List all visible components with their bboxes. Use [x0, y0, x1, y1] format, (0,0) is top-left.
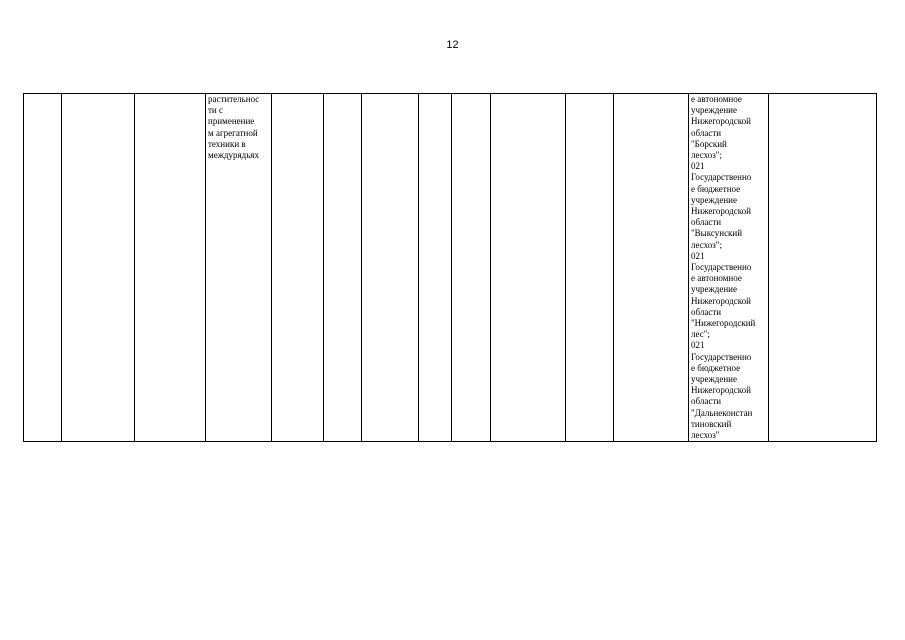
table-cell	[452, 94, 491, 442]
table-cell	[135, 94, 206, 442]
table-cell	[491, 94, 566, 442]
table-cell	[769, 94, 877, 442]
table-cell	[566, 94, 614, 442]
institutions-text: е автономное учреждение Нижегородской области "Борский лесхоз"; 021 Государственно е бюджетное учреждение Нижегородской области "Выксунский лесхоз"; 021 Государственно е автономное учреждение Нижегородской области "Нижегородский лес"; 021 Государственно е бюджетное учреждение Нижегородской области "Дальнеконстан тиновский лесхоз"	[691, 94, 756, 441]
table-cell	[362, 94, 419, 442]
table-cell-institutions	[689, 94, 769, 442]
table-cell	[62, 94, 135, 442]
page-number: 12	[446, 39, 459, 51]
table-cell	[419, 94, 452, 442]
table-cell-activity	[206, 94, 272, 442]
document-table	[23, 93, 877, 442]
table-cell	[324, 94, 362, 442]
table-cell	[272, 94, 324, 442]
table-row	[24, 94, 877, 442]
activity-text: растительнос ти с применение м агрегатной техники в междурядьях	[208, 94, 260, 161]
table-cell	[614, 94, 689, 442]
table-cell	[24, 94, 62, 442]
